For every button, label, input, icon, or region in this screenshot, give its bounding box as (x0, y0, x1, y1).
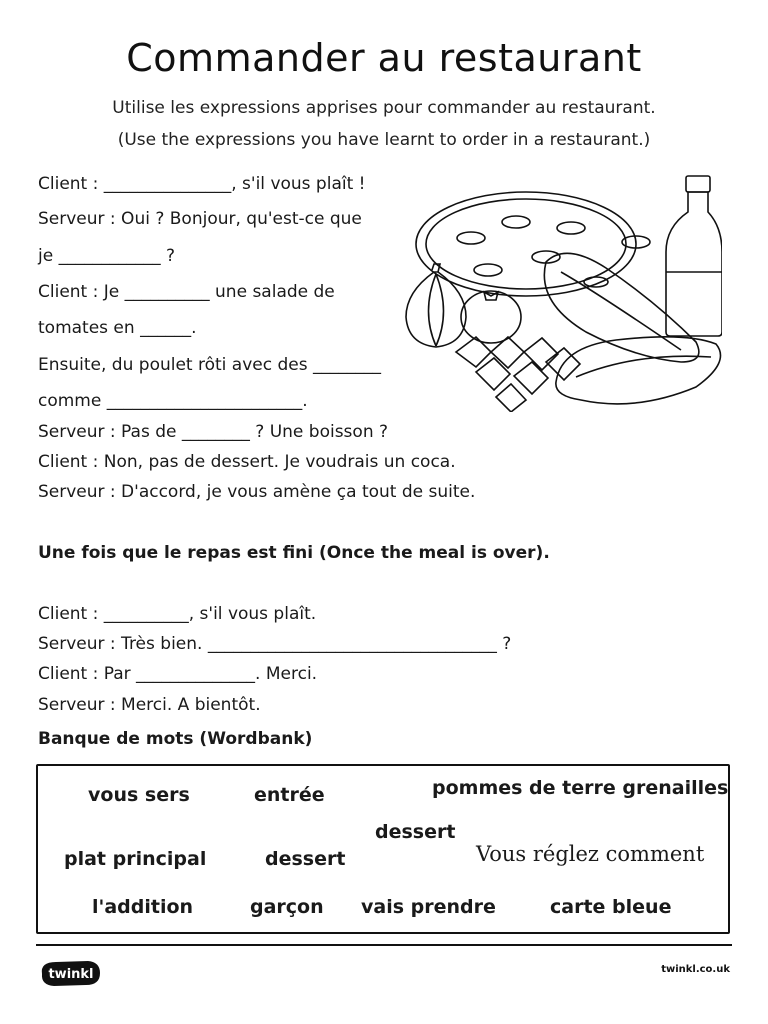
word-vais-prendre: vais prendre (361, 896, 496, 918)
dialogue-line: Serveur : Pas de ________ ? Une boisson ? (38, 422, 389, 442)
subtitle-french: Utilise les expressions apprises pour commander au restaurant. (112, 98, 656, 118)
dialogue-line: Client : Non, pas de dessert. Je voudrais un coca. (38, 452, 456, 472)
site-url: twinkl.co.uk (661, 964, 730, 975)
dialogue-line: je ____________ ? (38, 246, 176, 266)
food-illustration (396, 172, 722, 412)
footer-divider (36, 944, 732, 946)
bread-icon (544, 253, 720, 404)
dialogue-line: comme _______________________. (38, 391, 308, 411)
section-heading: Une fois que le repas est fini (Once the meal is over). (38, 543, 550, 563)
word-dessert: dessert (265, 848, 346, 870)
dialogue-line: Client : __________, s'il vous plaît. (38, 604, 317, 624)
dialogue-line: Serveur : Oui ? Bonjour, qu'est-ce que (38, 209, 362, 229)
pasta-icon (456, 337, 580, 412)
page-title: Commander au restaurant (126, 36, 642, 80)
wordbank-box (36, 764, 730, 934)
subtitle-english: (Use the expressions you have learnt to order in a restaurant.) (117, 130, 651, 150)
word-dessert: dessert (375, 821, 456, 843)
svg-text:twinkl: twinkl (48, 967, 94, 982)
wordbank-heading: Banque de mots (Wordbank) (38, 729, 313, 749)
dialogue-line: Client : _______________, s'il vous plaît ! (38, 174, 366, 194)
word-vous-reglez-comment: Vous réglez comment (476, 842, 705, 866)
word-garcon: garçon (250, 896, 324, 918)
bottle-icon (666, 176, 722, 336)
dialogue-line: Serveur : Très bien. __________________________________ ? (38, 634, 512, 654)
twinkl-logo (38, 958, 102, 988)
word-plat-principal: plat principal (64, 848, 207, 870)
word-vous-sers: vous sers (88, 784, 190, 806)
dialogue-line: Client : Je __________ une salade de (38, 282, 335, 302)
word-entree: entrée (254, 784, 325, 806)
tomato-icon (461, 291, 521, 343)
dialogue-line: tomates en ______. (38, 318, 197, 338)
dialogue-line: Serveur : Merci. A bientôt. (38, 695, 261, 715)
word-pommes-de-terre: pommes de terre grenailles (432, 777, 729, 799)
word-carte-bleue: carte bleue (550, 896, 672, 918)
dialogue-line: Ensuite, du poulet rôti avec des ________ (38, 355, 381, 375)
word-addition: l'addition (92, 896, 194, 918)
dialogue-line: Serveur : D'accord, je vous amène ça tout de suite. (38, 482, 476, 502)
dialogue-line: Client : Par ______________. Merci. (38, 664, 318, 684)
